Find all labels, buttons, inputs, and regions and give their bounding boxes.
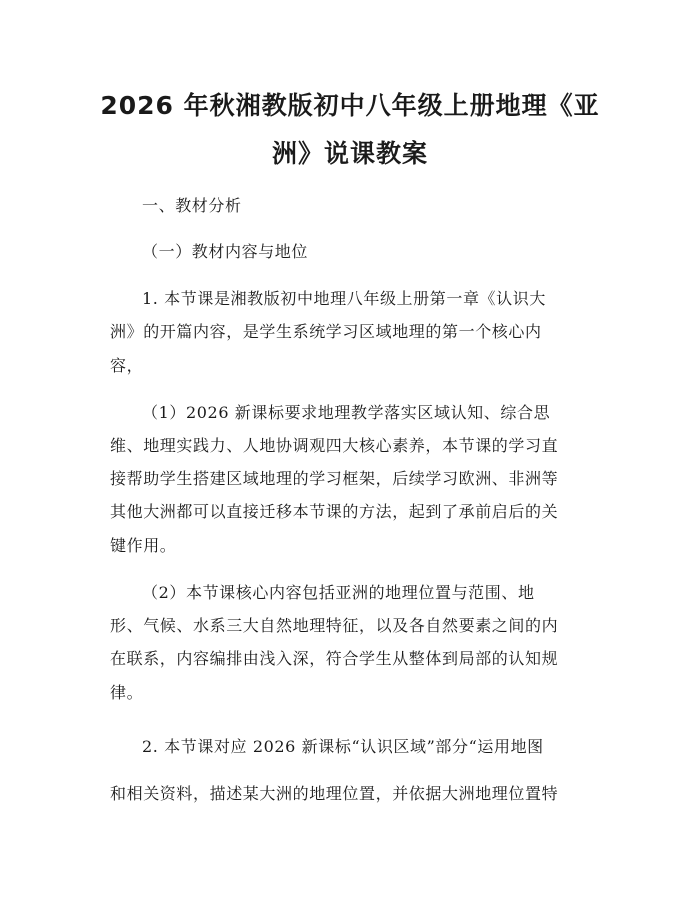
paragraph-3-line-2: 形、气候、水系三大自然地理特征，以及各自然要素之间的内 (110, 616, 559, 635)
paragraph-4-line-1: 2. 本节课对应 2026 新课标“认识区域”部分“运用地图 (142, 737, 544, 756)
paragraph-2-line-2: 维、地理实践力、人地协调观四大核心素养，本节课的学习直 (110, 436, 559, 455)
paragraph-1-line-3: 容， (110, 356, 144, 375)
paragraph-2-line-1: （1）2026 新课标要求地理教学落实区域认知、综合思 (142, 403, 551, 422)
paragraph-4-line-2: 和相关资料，描述某大洲的地理位置，并依据大洲地理位置特 (110, 784, 559, 803)
paragraph-2-line-5: 键作用。 (110, 536, 177, 555)
subsection-heading-content-position: （一）教材内容与地位 (142, 242, 309, 261)
paragraph-3-line-3: 在联系，内容编排由浅入深，符合学生从整体到局部的认知规 (110, 649, 559, 668)
document-title-line-1: 2026 年秋湘教版初中八年级上册地理《亚 (100, 91, 600, 120)
paragraph-1-line-2: 洲》的开篇内容，是学生系统学习区域地理的第一个核心内 (110, 322, 542, 341)
paragraph-2-line-3: 接帮助学生搭建区域地理的学习框架，后续学习欧洲、非洲等 (110, 469, 559, 488)
paragraph-1-line-1: 1. 本节课是湘教版初中地理八年级上册第一章《认识大 (142, 289, 546, 308)
paragraph-3-line-4: 律。 (110, 683, 144, 702)
paragraph-2-line-4: 其他大洲都可以直接迁移本节课的方法，起到了承前启后的关 (110, 502, 559, 521)
paragraph-3-line-1: （2）本节课核心内容包括亚洲的地理位置与范围、地 (142, 583, 535, 602)
document-title-line-2: 洲》说课教案 (271, 139, 428, 168)
section-heading-textbook-analysis: 一、教材分析 (142, 196, 242, 215)
